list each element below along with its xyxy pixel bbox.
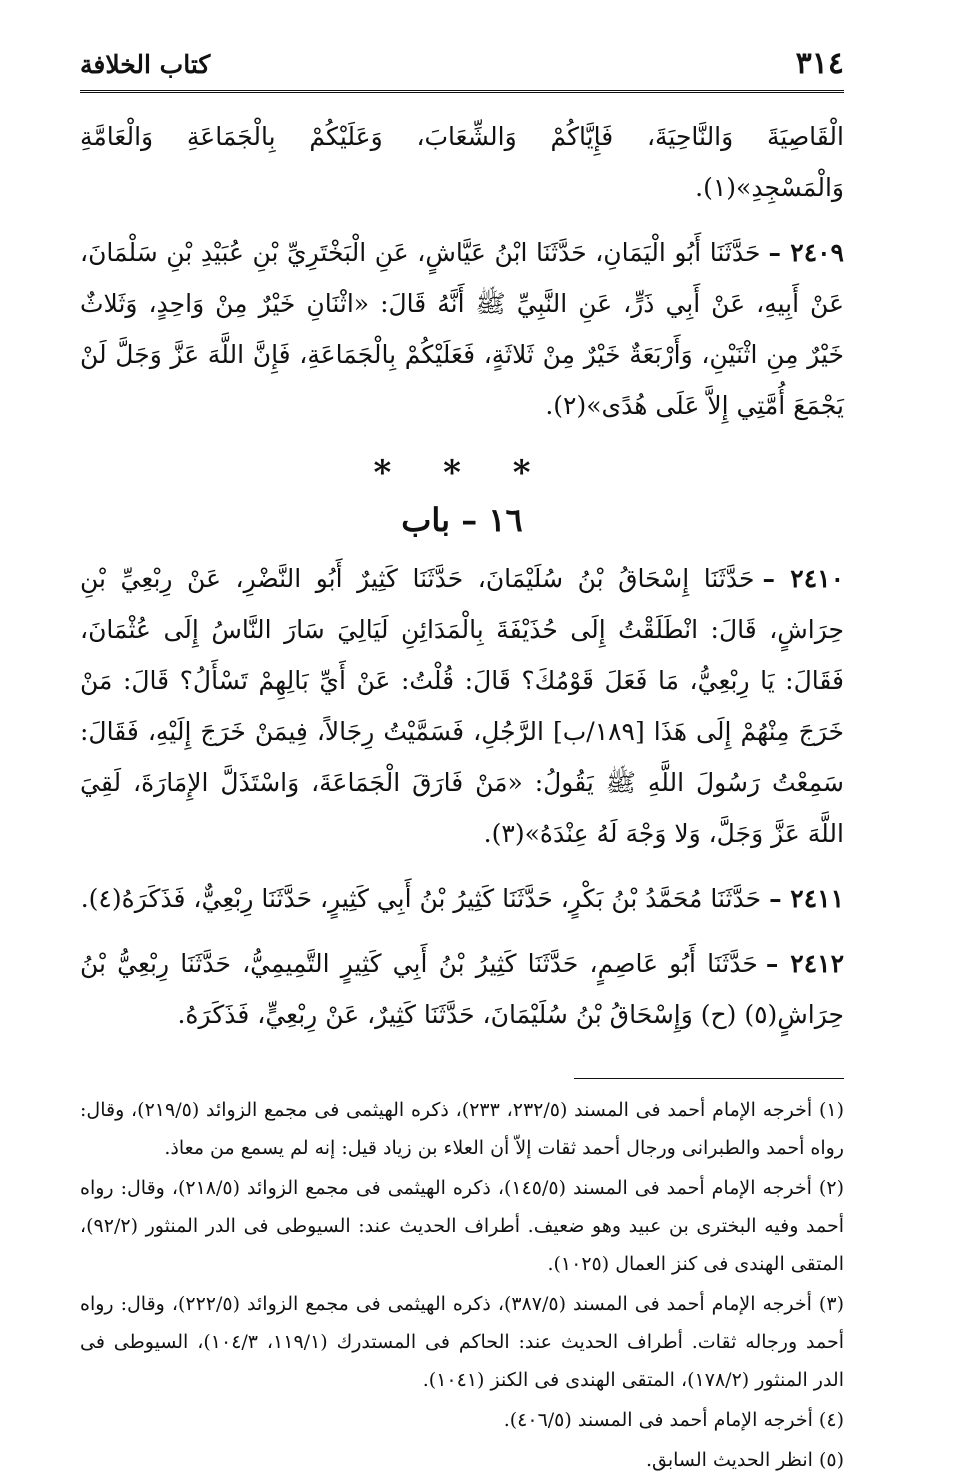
header-rule [80,90,844,97]
hadith-text: حَدَّثَنَا إِسْحَاقُ بْنُ سُلَيْمَانَ، حَدَّثَنَا كَثِيرٌ أَبُو النَّضْرِ، عَنْ رِبْعِيِّ بْنِ حِرَاشٍ، قَالَ: انْطَلَقْتُ إِلَى حُذَيْفَةَ بِالْمَدَائِنِ لَيَالِيَ سَارَ النَّاسُ إِلَى عُثْمَانَ، فَقَالَ: يَا رِبْعِيُّ، مَا فَعَلَ قَوْمُكَ؟ قَالَ: قُلْتُ: عَنْ أَيِّ بَالِهِمْ تَسْأَلُ؟ قَالَ: مَنْ خَرَجَ مِنْهُمْ إِلَى هَذَا [١٨٩/ب] الرَّجُلِ، فَسَمَّيْتُ رِجَالاً، فِيمَنْ خَرَجَ إِلَيْهِ، فَقَالَ: سَمِعْتُ رَسُولَ اللَّهِ ﷺ يَقُولُ: «مَنْ فَارَقَ الْجَمَاعَةَ، وَاسْتَذَلَّ الإِمَارَةَ، لَقِيَ اللَّهَ عَزَّ وَجَلَّ، وَلا وَجْهَ لَهُ عِنْدَهُ»(٣). [80,564,844,848]
footnote-3: (٣) أخرجه الإمام أحمد فى المسند (٣٨٧/٥)، ذكره الهيثمى فى مجمع الزوائد (٢٢٢/٥)، وقال: رواه أحمد ورجاله ثقات. أطراف الحديث عند: الحاكم فى المستدرك (١١٩/١، ١٠٤/٣)، السيوطى فى الدر المنثور (١٧٨/٢)، المتقى الهندى فى الكنز (١٠٤١). [80,1293,844,1391]
book-title: كتاب الخلافة [80,50,211,79]
footnote-2: (٢) أخرجه الإمام أحمد فى المسند (١٤٥/٥)، ذكره الهيثمى فى مجمع الزوائد (٢١٨/٥)، وقال: رواه أحمد وفيه البخترى بن عبيد وهو ضعيف. أطراف الحديث عند: السيوطى فى الدر المنثور (٩٢/٢)، المتقى الهندى فى كنز العمال (١٠٢٥). [80,1177,844,1275]
hadith-text: حَدَّثَنَا مُحَمَّدُ بْنُ بَكْرٍ، حَدَّثَنَا كَثِيرُ بْنُ أَبِي كَثِيرٍ، حَدَّثَنَا رِبْعِيٌّ، فَذَكَرَهُ(٤). [80,884,762,913]
hadith-2410 [80,553,844,859]
continuation-text: الْقَاصِيَةَ وَالنَّاحِيَةَ، فَإِيَّاكُمْ وَالشِّعَابَ، وَعَلَيْكُمْ بِالْجَمَاعَةِ وَالْعَامَّةِ وَالْمَسْجِدِ»(١). [80,122,844,202]
footnote-rule [574,1078,844,1079]
hadith-number: ٢٤١٠ – [762,564,844,593]
chapter-heading: ١٦ – باب [401,501,523,539]
hadith-text: حَدَّثَنَا أَبُو الْيَمَانِ، حَدَّثَنَا ابْنُ عَيَّاشٍ، عَنِ الْبَخْتَرِيِّ بْنِ عُبَيْدِ بْنِ سَلْمَانَ، عَنْ أَبِيهِ، عَنْ أَبِي ذَرٍّ، عَنِ النَّبِيِّ ﷺ أَنَّهُ قَالَ: «اثْنَانِ خَيْرٌ مِنْ وَاحِدٍ، وَثَلاثٌ خَيْرٌ مِنِ اثْنَيْنِ، وَأَرْبَعَةٌ خَيْرٌ مِنْ ثَلاثَةٍ، فَعَلَيْكُمْ بِالْجَمَاعَةِ، فَإِنَّ اللَّهَ عَزَّ وَجَلَّ لَنْ يَجْمَعَ أُمَّتِي إِلاَّ عَلَى هُدًى»(٢). [80,238,844,420]
page-number: ٣١٤ [795,46,844,81]
footnote-1: (١) أخرجه الإمام أحمد فى المسند (٢٣٢/٥، ٢٣٣)، ذكره الهيثمى فى مجمع الزوائد (٢١٩/٥)، وقال: رواه أحمد والطبرانى ورجال أحمد ثقات إلاّ أن العلاء بن زياد قيل: إنه لم يسمع من معاذ. [80,1099,844,1159]
running-head [80,38,844,90]
hadith-number: ٢٤١١ – [769,884,844,913]
hadith-2411 [80,873,844,924]
book-page [80,38,844,1481]
section-separator: * * * [373,453,551,493]
hadith-2409 [80,227,844,431]
hadith-number: ٢٤١٢ – [765,949,844,978]
hadith-text: حَدَّثَنَا أَبُو عَاصِمٍ، حَدَّثَنَا كَثِيرُ بْنُ أَبِي كَثِيرٍ التَّمِيمِيُّ، حَدَّثَنَا رِبْعِيُّ بْنُ حِرَاشٍ(٥) (ح) وَإِسْحَاقُ بْنُ سُلَيْمَانَ، حَدَّثَنَا كَثِيرٌ، عَنْ رِبْعِيٍّ، فَذَكَرَهُ. [80,949,844,1029]
footnote-5: (٥) انظر الحديث السابق. [645,1449,844,1471]
hadith-number: ٢٤٠٩ – [768,238,844,267]
hadith-2412 [80,938,844,1040]
footnote-4: (٤) أخرجه الإمام أحمد فى المسند (٤٠٦/٥). [503,1409,844,1431]
